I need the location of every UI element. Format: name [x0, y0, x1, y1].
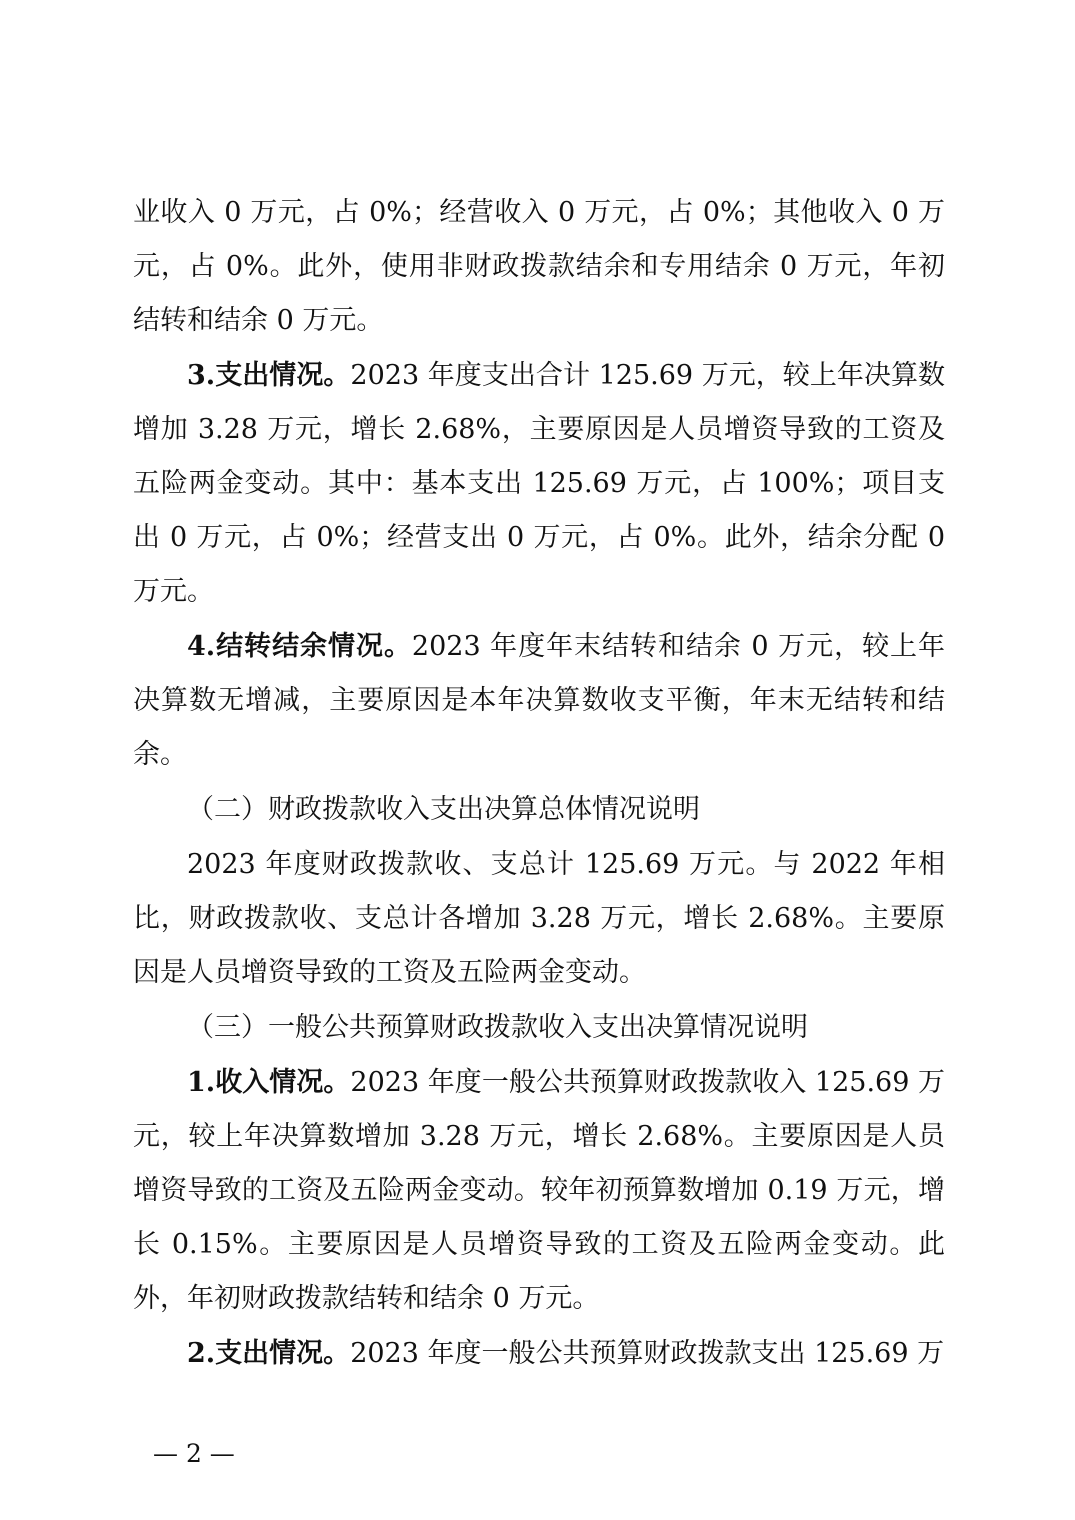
- paragraph-fiscal-total: [133, 838, 945, 1000]
- page-number: — 2 —: [153, 1439, 235, 1468]
- paragraph-text: 2023 年度支出合计 125.69 万元，较上年决算数增加 3.28 万元，增长 2.68%，主要原因是人员增资导致的工资及五险两金变动。其中：基本支出 125.69 万元，占 100%；项目支出 0 万元，占 0%；经营支出 0 万元，占 0%。此外，结余分配 0 万元。: [133, 360, 946, 607]
- heading-text: （二）财政拨款收入支出决算总体情况说明: [187, 794, 700, 825]
- paragraph-text: 2023 年度一般公共预算财政拨款支出 125.69 万: [350, 1338, 945, 1369]
- paragraph-text: 2023 年度财政拨款收、支总计 125.69 万元。与 2022 年相比，财政拨款收、支总计各增加 3.28 万元，增长 2.68%。主要原因是人员增资导致的工资及五险两金变动。: [133, 849, 945, 988]
- section-heading-2: [133, 783, 945, 837]
- paragraph-budget-expenditure: [133, 1327, 945, 1381]
- paragraph-lead: 3.支出情况。: [187, 360, 351, 391]
- document-body: [133, 186, 945, 1382]
- paragraph-lead: 2.支出情况。: [187, 1338, 351, 1369]
- section-heading-3: [133, 1001, 945, 1055]
- paragraph-carryover: [133, 620, 945, 782]
- paragraph-lead: 1.收入情况。: [187, 1067, 351, 1098]
- paragraph-text: 2023 年度年末结转和结余 0 万元，较上年决算数无增减，主要原因是本年决算数收支平衡，年末无结转和结余。: [133, 631, 945, 770]
- paragraph-text: 2023 年度一般公共预算财政拨款收入 125.69 万元，较上年决算数增加 3.28 万元，增长 2.68%。主要原因是人员增资导致的工资及五险两金变动。较年初预算数增加 0.19 万元，增长 0.15%。主要原因是人员增资导致的工资及五险两金变动。此外，年初财政拨款结转和结余 0 万元。: [133, 1067, 946, 1314]
- paragraph-income-continued: [133, 186, 945, 348]
- paragraph-lead: 4.结转结余情况。: [187, 631, 412, 662]
- paragraph-expenditure: [133, 349, 945, 619]
- heading-text: （三）一般公共预算财政拨款收入支出决算情况说明: [187, 1012, 808, 1043]
- paragraph-budget-income: [133, 1056, 945, 1326]
- paragraph-text: 业收入 0 万元，占 0%；经营收入 0 万元，占 0%；其他收入 0 万元，占 0%。此外，使用非财政拨款结余和专用结余 0 万元，年初结转和结余 0 万元。: [133, 197, 945, 336]
